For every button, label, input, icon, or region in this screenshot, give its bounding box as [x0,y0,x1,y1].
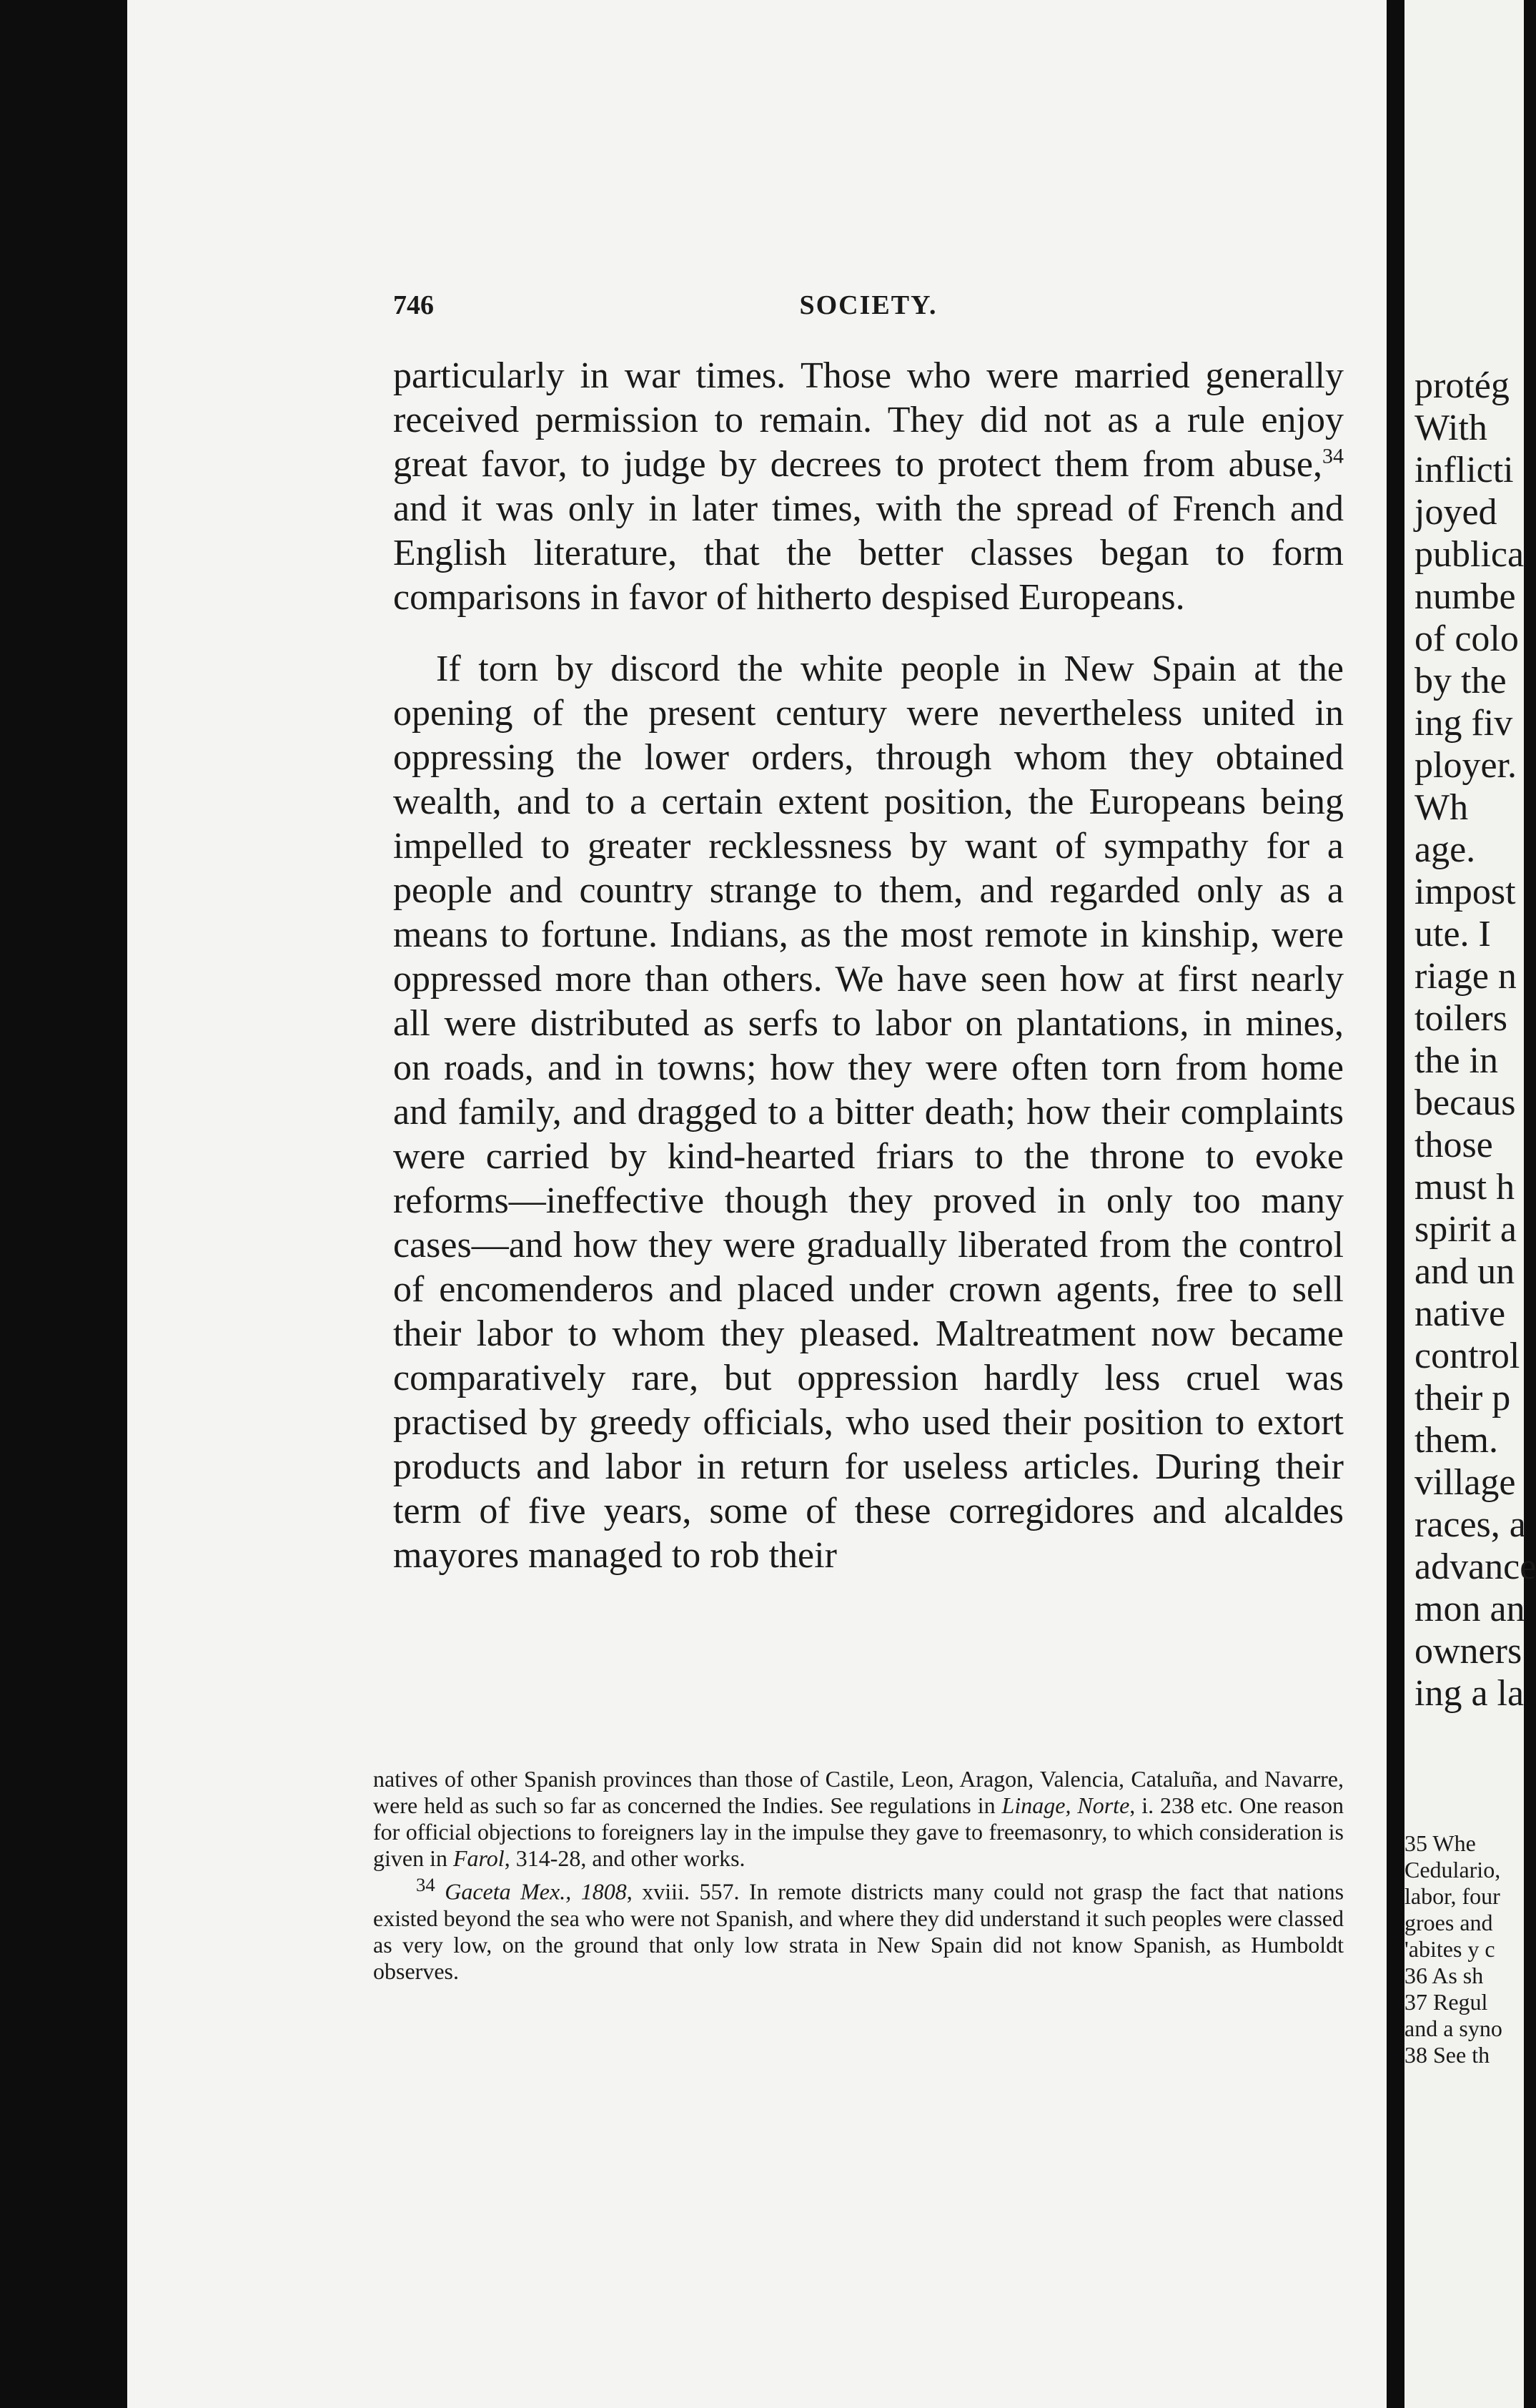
facing-page-line: riage n [1414,956,1517,997]
facing-page-line: by the [1414,661,1507,701]
facing-page-line: of colo [1414,618,1519,659]
facing-page-line: ute. I [1414,914,1491,954]
footnote-34-number: 34 [416,1874,435,1895]
facing-page-line: inflicti [1414,450,1514,490]
facing-page-note-line: 37 Regul [1404,1989,1488,2015]
facing-page-line: native [1414,1293,1506,1334]
facing-page-note-line: Cedulario, [1404,1857,1501,1883]
footnote-33-text-b: , i. 238 etc. One reason for official objections to foreigners lay in the impulse they gave to freemasonry, to which consideration is given in [373,1792,1344,1871]
paragraph-1 [393,354,1344,620]
facing-page-line: spirit a [1414,1209,1517,1250]
footnote-33-text-c: , 314-28, and other works. [504,1845,745,1871]
footnote-ref-34: 34 [1322,444,1344,468]
footnotes [373,1766,1344,1985]
facing-page-line: ing fiv [1414,703,1513,744]
facing-page-line: toilers [1414,998,1507,1039]
facing-page-line: owners [1414,1631,1522,1672]
facing-page-text [1414,365,1536,1714]
page-number: 746 [393,290,434,320]
facing-page-footnotes [1404,1830,1502,2068]
paragraph-2: If torn by discord the white people in New Spain at the opening of the present century were nevertheless united in oppressing the lower orders, through whom they obtained wealth, and to a certain extent position, the Europeans being impelled to greater recklessness by want of sympathy for a people and country strange to them, and regarded only as a means to fortune. Indians, as the most remote in kinship, were oppressed more than others. We have seen how at first nearly all were distributed as serfs to labor on plantations, in mines, on roads, and in towns; how they were often torn from home and family, and dragged to a bitter death; how their complaints were carried by kind-hearted friars to the throne to evoke reforms—ineffective though they proved in only too many cases—and how they were gradually liberated from the control of encomenderos and placed under crown agents, free to sell their labor to whom they pleased. Maltreatment now became comparatively rare, but oppression hardly less cruel was practised by greedy officials, who used their position to extort products and labor in return for useless articles. During their term of five years, some of these corregidores and alcaldes mayores managed to rob their [393,648,1344,1576]
paragraph-1-text-b: and it was only in later times, with the spread of French and English literature, that the better classes began to form comparisons in favor of hitherto despised Europeans. [393,488,1344,618]
facing-page-line: protég [1414,365,1510,406]
footnote-34-text: , xviii. 557. In remote districts many could not grasp the fact that nations existed beyond the sea who were not Spanish, and where they did understand it such peoples were classed as very low, on the ground that only low strata in New Spain did not know Spanish, as Humboldt observes. [373,1878,1344,1984]
facing-page-note-line: groes and [1404,1910,1493,1935]
facing-page-line: numbe [1414,576,1516,617]
running-title: SOCIETY. [799,290,938,320]
facing-page-note-line: and a syno [1404,2015,1502,2041]
facing-page-line: must h [1414,1167,1515,1208]
footnote-34-citation: Gaceta Mex., 1808 [445,1878,627,1905]
facing-page-note-line: 'abites y c [1404,1936,1495,1962]
facing-page-line: those [1414,1125,1493,1165]
footnote-33-text-a: natives of other Spanish provinces than those of Castile, Leon, Aragon, Valencia, Cataluña, and Navarre, were held as such so far as concerned the Indies. See regulations in [373,1766,1344,1818]
facing-page-line: becaus [1414,1082,1516,1123]
footnote-33-citation-2: Farol [452,1845,505,1871]
body-text [393,354,1344,1605]
facing-page-line: the in [1414,1040,1498,1081]
facing-page-line: Wh [1414,787,1469,828]
facing-page-line: mon an [1414,1589,1525,1629]
page-header [393,290,1344,332]
facing-page-line: them. [1414,1420,1498,1461]
facing-page-note-line: labor, four [1404,1883,1500,1909]
facing-page-line: races, a [1414,1504,1526,1545]
facing-page-line: With [1414,408,1487,448]
facing-page-line: control [1414,1336,1520,1376]
facing-page-line: impost [1414,872,1516,912]
facing-page-line: ing a la [1414,1673,1525,1714]
facing-page-line: age. [1414,829,1476,870]
facing-page-line: advance [1414,1546,1536,1587]
footnote-33-citation-1: Linage, Norte [1001,1792,1130,1818]
facing-page-note-line: 35 Whe [1404,1830,1476,1856]
footnote-34 [373,1872,1344,1985]
facing-page-line: their p [1414,1378,1511,1418]
facing-page-line: publica [1414,534,1525,575]
facing-page [1404,0,1536,2408]
facing-page-line: joyed [1414,492,1497,533]
facing-page-line: ployer. [1414,745,1517,786]
facing-page-note-line: 38 See th [1404,2042,1490,2068]
footnote-33-continued [373,1766,1344,1872]
facing-page-line: and un [1414,1251,1515,1292]
facing-page-note-line: 36 As sh [1404,1963,1484,1988]
paragraph-1-text-a: particularly in war times. Those who were married generally received permission to remain. They did not as a rule enjoy great favor, to judge by decrees to protect them from abuse, [393,355,1344,485]
facing-page-line: village [1414,1462,1516,1503]
